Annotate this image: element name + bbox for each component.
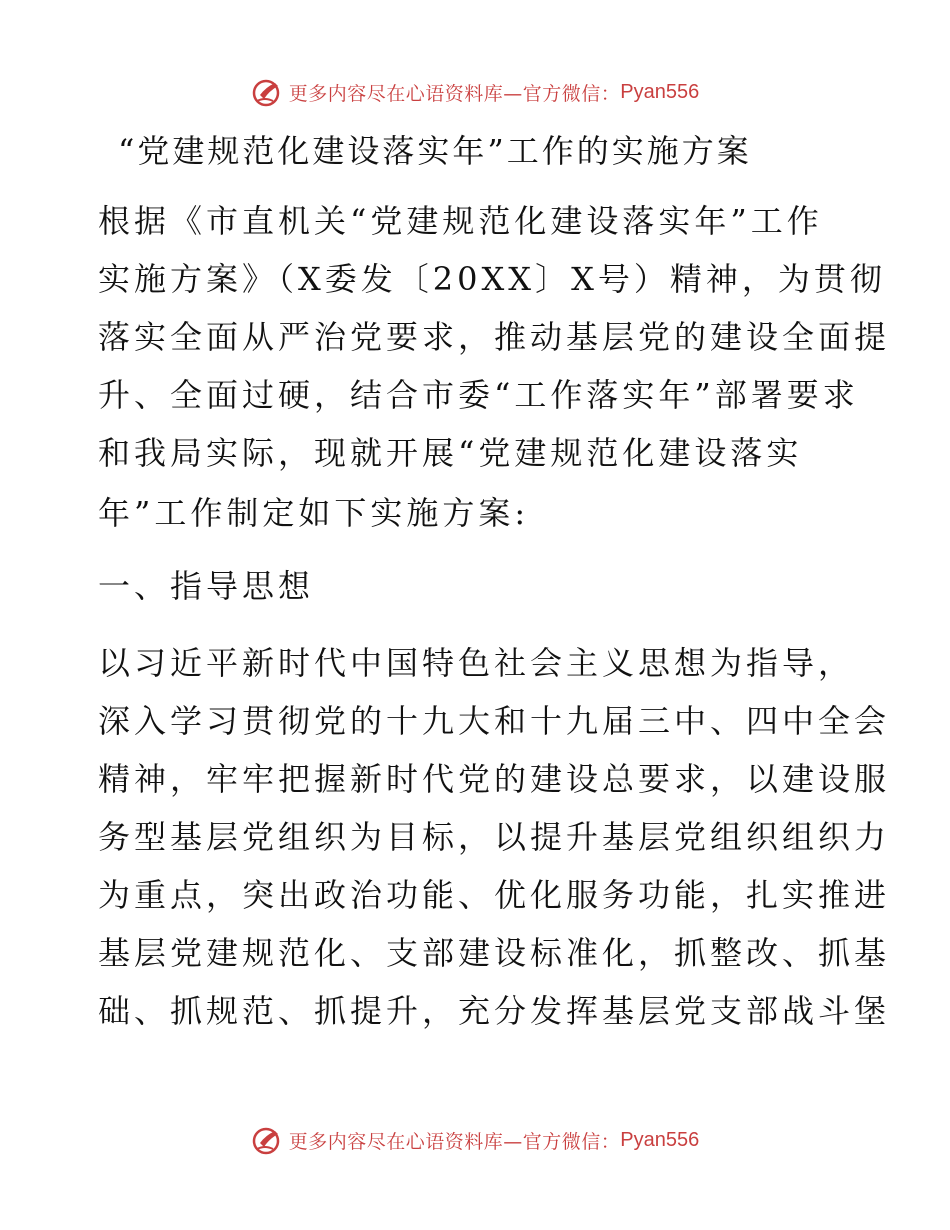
paragraph-line: 为重点，突出政治功能、优化服务功能，扎实推进	[98, 876, 891, 914]
paragraph-line: 以习近平新时代中国特色社会主义思想为指导，	[98, 644, 855, 682]
paragraph-line: 和我局实际，现就开展“党建规范化建设落实	[98, 434, 803, 472]
watermark-text: 更多内容尽在心语资料库—官方微信：	[288, 1130, 621, 1153]
document-title: “党建规范化建设落实年”工作的实施方案	[118, 132, 752, 170]
section-heading: 一、指导思想	[98, 567, 315, 605]
book-logo-icon	[251, 75, 285, 109]
watermark-text: 更多内容尽在心语资料库—官方微信：	[288, 82, 621, 105]
book-logo-icon	[251, 1123, 285, 1157]
paragraph-line: 础、抓规范、抓提升，充分发挥基层党支部战斗堡	[98, 992, 891, 1030]
paragraph-line: 务型基层党组织为目标，以提升基层党组织组织力	[98, 818, 891, 856]
paragraph-line: 深入学习贯彻党的十九大和十九届三中、四中全会	[98, 702, 891, 740]
wechat-id: Pyan556	[620, 80, 700, 103]
wechat-id: Pyan556	[620, 1128, 700, 1151]
paragraph-line: 年”工作制定如下实施方案:	[98, 494, 530, 532]
paragraph-line: 落实全面从严治党要求，推动基层党的建设全面提	[98, 318, 891, 356]
paragraph-line: 实施方案》（X委发〔20XX〕X号）精神，为贯彻	[98, 260, 886, 298]
paragraph-line: 根据《市直机关“党建规范化建设落实年”工作	[98, 202, 823, 240]
paragraph-line: 升、全面过硬，结合市委“工作落实年”部署要求	[98, 376, 859, 414]
header-watermark	[0, 72, 950, 112]
paragraph-line: 精神，牢牢把握新时代党的建设总要求，以建设服	[98, 760, 891, 798]
paragraph-line: 基层党建规范化、支部建设标准化，抓整改、抓基	[98, 934, 891, 972]
footer-watermark	[0, 1120, 950, 1160]
